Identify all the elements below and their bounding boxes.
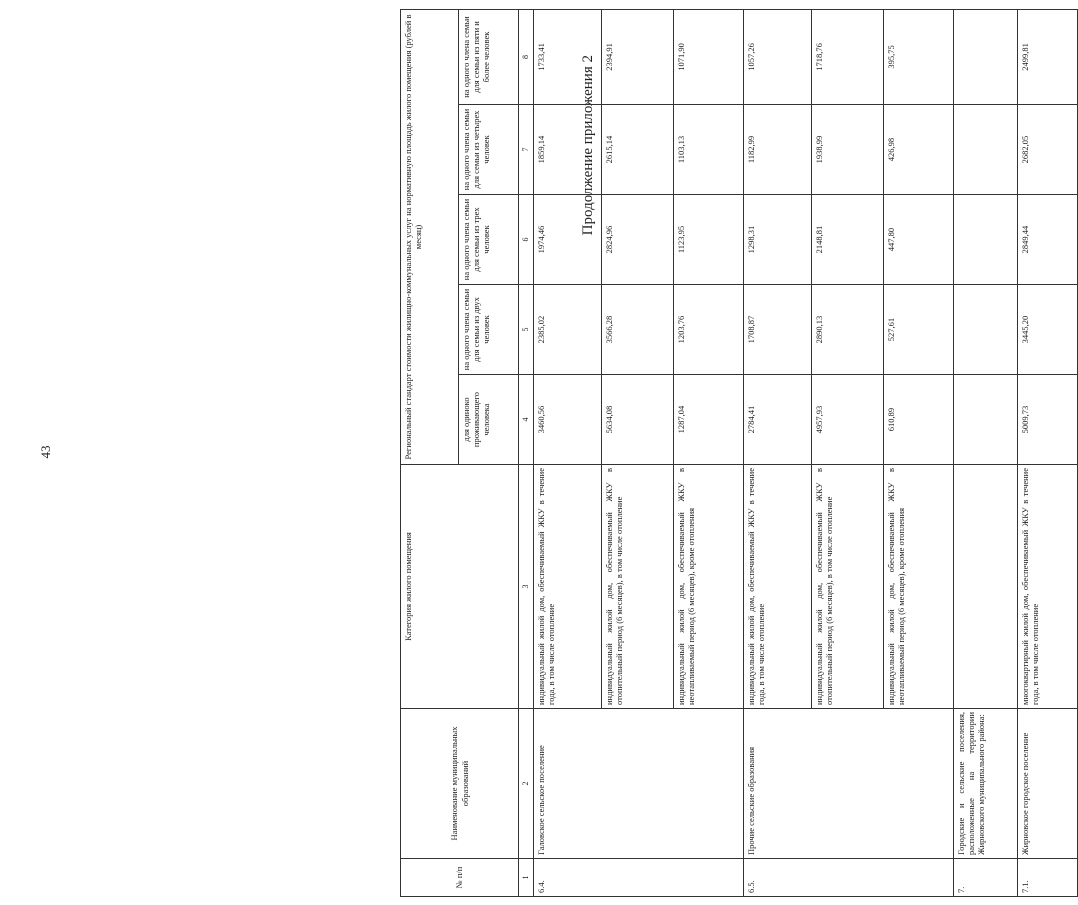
row-name: Прочие сельские образования <box>743 709 953 859</box>
row-value <box>953 285 1017 375</box>
page-number: 43 <box>38 445 53 459</box>
table-row <box>743 9 811 896</box>
row-value <box>953 375 1017 465</box>
row-value: 395,75 <box>883 9 953 104</box>
row-value <box>953 105 1017 195</box>
column-index: 3 <box>519 465 534 709</box>
table-row <box>953 9 1017 896</box>
row-value: 1298,31 <box>743 195 811 285</box>
header-standard: Региональный стандарт стоимости жилищно-коммунальных услуг на нормативную площадь жилого помещения (рублей в месяц) <box>401 9 459 464</box>
row-value: 1974,46 <box>533 195 601 285</box>
row-name: Городские и сельские поселения, расположенные на территории Жирновского муниципального района: <box>953 709 1017 859</box>
row-num: 6.5. <box>743 859 953 897</box>
row-value: 1057,26 <box>743 9 811 104</box>
row-value: 2849,44 <box>1017 195 1077 285</box>
row-category <box>953 465 1017 709</box>
column-index: 6 <box>519 195 534 285</box>
row-value: 1182,99 <box>743 105 811 195</box>
row-category: индивидуальный жилой дом, обеспечиваемый ЖКУ в течение года, в том числе отопление <box>533 465 601 709</box>
row-value: 2394,91 <box>601 9 673 104</box>
row-value: 2890,13 <box>811 285 883 375</box>
column-index: 7 <box>519 105 534 195</box>
table-row <box>1017 9 1077 896</box>
row-value: 2148,81 <box>811 195 883 285</box>
column-index: 1 <box>519 859 534 897</box>
column-index: 5 <box>519 285 534 375</box>
row-value: 1859,14 <box>533 105 601 195</box>
row-value: 1123,95 <box>673 195 743 285</box>
row-name: Жирновское городское поселение <box>1017 709 1077 859</box>
cost-standard-table <box>400 9 1078 897</box>
row-value: 2499,81 <box>1017 9 1077 104</box>
row-value: 2784,41 <box>743 375 811 465</box>
header-sub-4: на одного члена семьи для семьи из четырех человек <box>459 105 519 195</box>
row-value: 426,98 <box>883 105 953 195</box>
table-row <box>533 9 601 896</box>
row-num: 7. <box>953 859 1017 897</box>
row-name: Галовское сельское поселение <box>533 709 743 859</box>
row-value <box>953 195 1017 285</box>
row-value: 1938,99 <box>811 105 883 195</box>
column-index: 2 <box>519 709 534 859</box>
row-value: 3445,20 <box>1017 285 1077 375</box>
row-value: 5009,73 <box>1017 375 1077 465</box>
header-category: Категория жилого помещения <box>401 465 519 709</box>
row-value: 1071,90 <box>673 9 743 104</box>
row-category: индивидуальный жилой дом, обеспечиваемый ЖКУ в неотапливаемый период (6 месяцев), кроме отопления <box>673 465 743 709</box>
row-value: 4957,93 <box>811 375 883 465</box>
row-category: индивидуальный жилой дом, обеспечиваемый ЖКУ в отопительный период (6 месяцев), в том числе отопление <box>811 465 883 709</box>
row-category: индивидуальный жилой дом, обеспечиваемый ЖКУ в неотапливаемый период (6 месяцев), кроме отопления <box>883 465 953 709</box>
row-category: индивидуальный жилой дом, обеспечиваемый ЖКУ в течение года, в том числе отопление <box>743 465 811 709</box>
row-value: 1718,76 <box>811 9 883 104</box>
row-value: 1708,87 <box>743 285 811 375</box>
row-value: 2615,14 <box>601 105 673 195</box>
column-index: 4 <box>519 375 534 465</box>
row-category: индивидуальный жилой дом, обеспечиваемый ЖКУ в отопительный период (6 месяцев), в том числе отопление <box>601 465 673 709</box>
row-value: 610,89 <box>883 375 953 465</box>
row-value: 5634,08 <box>601 375 673 465</box>
row-num: 7.1. <box>1017 859 1077 897</box>
appendix-title: Продолжение приложения 2 <box>580 55 596 236</box>
row-value: 2824,96 <box>601 195 673 285</box>
column-index: 8 <box>519 9 534 104</box>
header-sub-5: на одного члена семьи для семьи из пяти и более человек <box>459 9 519 104</box>
header-num: № п/п <box>401 859 519 897</box>
row-category: многоквартирный жилой дом, обеспечиваемый ЖКУ в течение года, в том числе отопление <box>1017 465 1077 709</box>
row-value: 2682,05 <box>1017 105 1077 195</box>
row-value: 2385,02 <box>533 285 601 375</box>
row-value: 1203,76 <box>673 285 743 375</box>
row-value: 447,80 <box>883 195 953 285</box>
row-value: 3566,28 <box>601 285 673 375</box>
header-sub-3: на одного члена семьи для семьи из трех человек <box>459 195 519 285</box>
header-name: Наименование муниципальных образований <box>401 709 519 859</box>
row-value: 1287,04 <box>673 375 743 465</box>
header-sub-1: для одиноко проживающего человека <box>459 375 519 465</box>
row-value: 3460,56 <box>533 375 601 465</box>
row-value: 1103,13 <box>673 105 743 195</box>
row-value: 1733,41 <box>533 9 601 104</box>
row-value <box>953 9 1017 104</box>
row-num: 6.4. <box>533 859 743 897</box>
row-value: 527,61 <box>883 285 953 375</box>
header-sub-2: на одного члена семьи для семьи из двух человек <box>459 285 519 375</box>
